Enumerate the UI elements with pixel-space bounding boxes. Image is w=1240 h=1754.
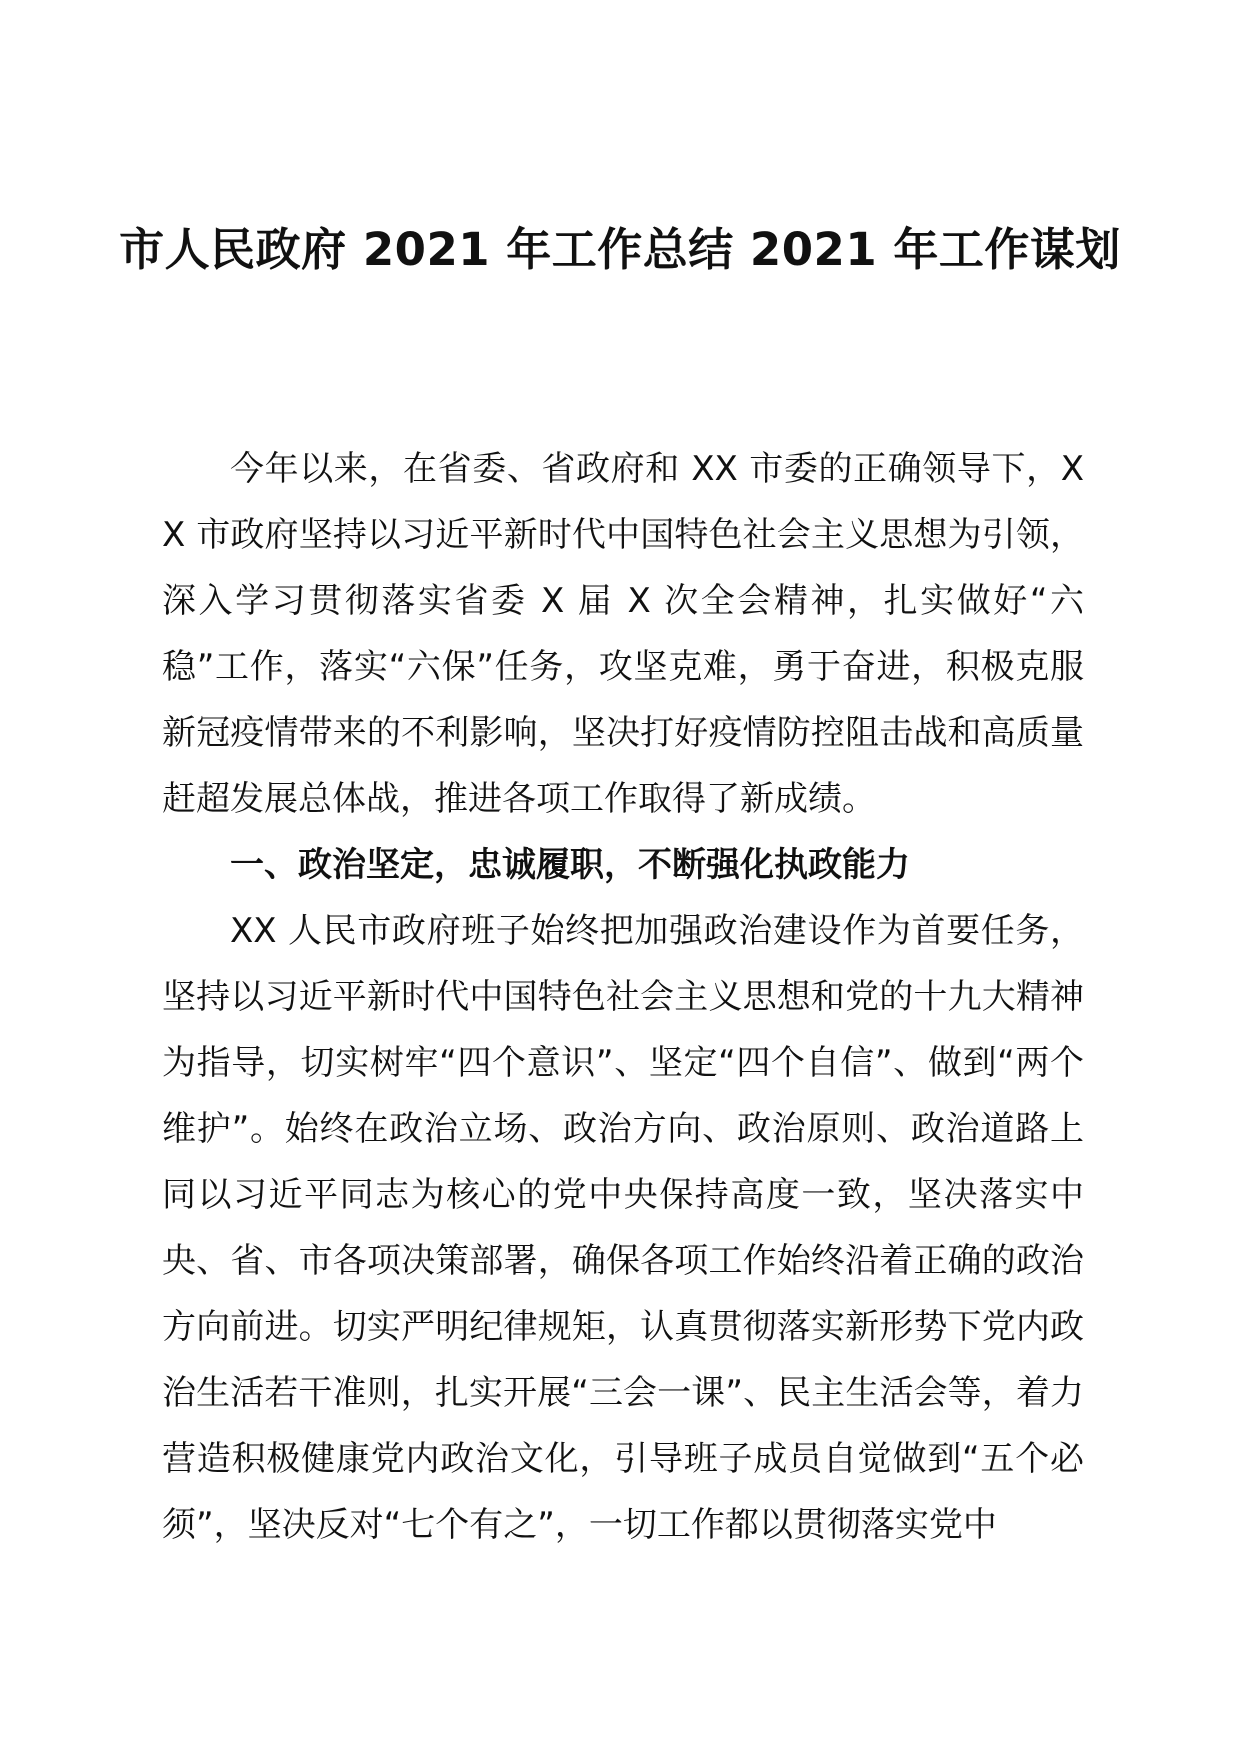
section-heading-1: 一、政治坚定，忠诚履职，不断强化执政能力 (230, 845, 910, 885)
section-1-paragraph: XX 人民市政府班子始终把加强政治建设作为首要任务，坚持以习近平新时代中国特色社会主义思想和党的十九大精神为指导，切实树牢“四个意识”、坚定“四个自信”、做到“两个维护”。始终在政治立场、政治方向、政治原则、政治道路上同以习近平同志为核心的党中央保持高度一致，坚决落实中央、省、市各项决策部署，确保各项工作始终沿着正确的政治方向前进。切实严明纪律规矩，认真贯彻落实新形势下党内政治生活若干准则，扎实开展“三会一课”、民主生活会等，着力营造积极健康党内政治文化，引导班子成员自觉做到“五个必须”，坚决反对“七个有之”，一切工作都以贯彻落实党中 (162, 911, 1084, 1545)
intro-paragraph: 今年以来，在省委、省政府和 XX 市委的正确领导下，XX 市政府坚持以习近平新时代中国特色社会主义思想为引领，深入学习贯彻落实省委 X 届 X 次全会精神，扎实做好“六稳”工作，落实“六保”任务，攻坚克难，勇于奋进，积极克服新冠疫情带来的不利影响，坚决打好疫情防控阻击战和高质量赶超发展总体战，推进各项工作取得了新成绩。 (162, 449, 1084, 819)
document-body (162, 436, 1084, 1558)
document-title: 市人民政府 2021 年工作总结 2021 年工作谋划 (119, 223, 1121, 276)
